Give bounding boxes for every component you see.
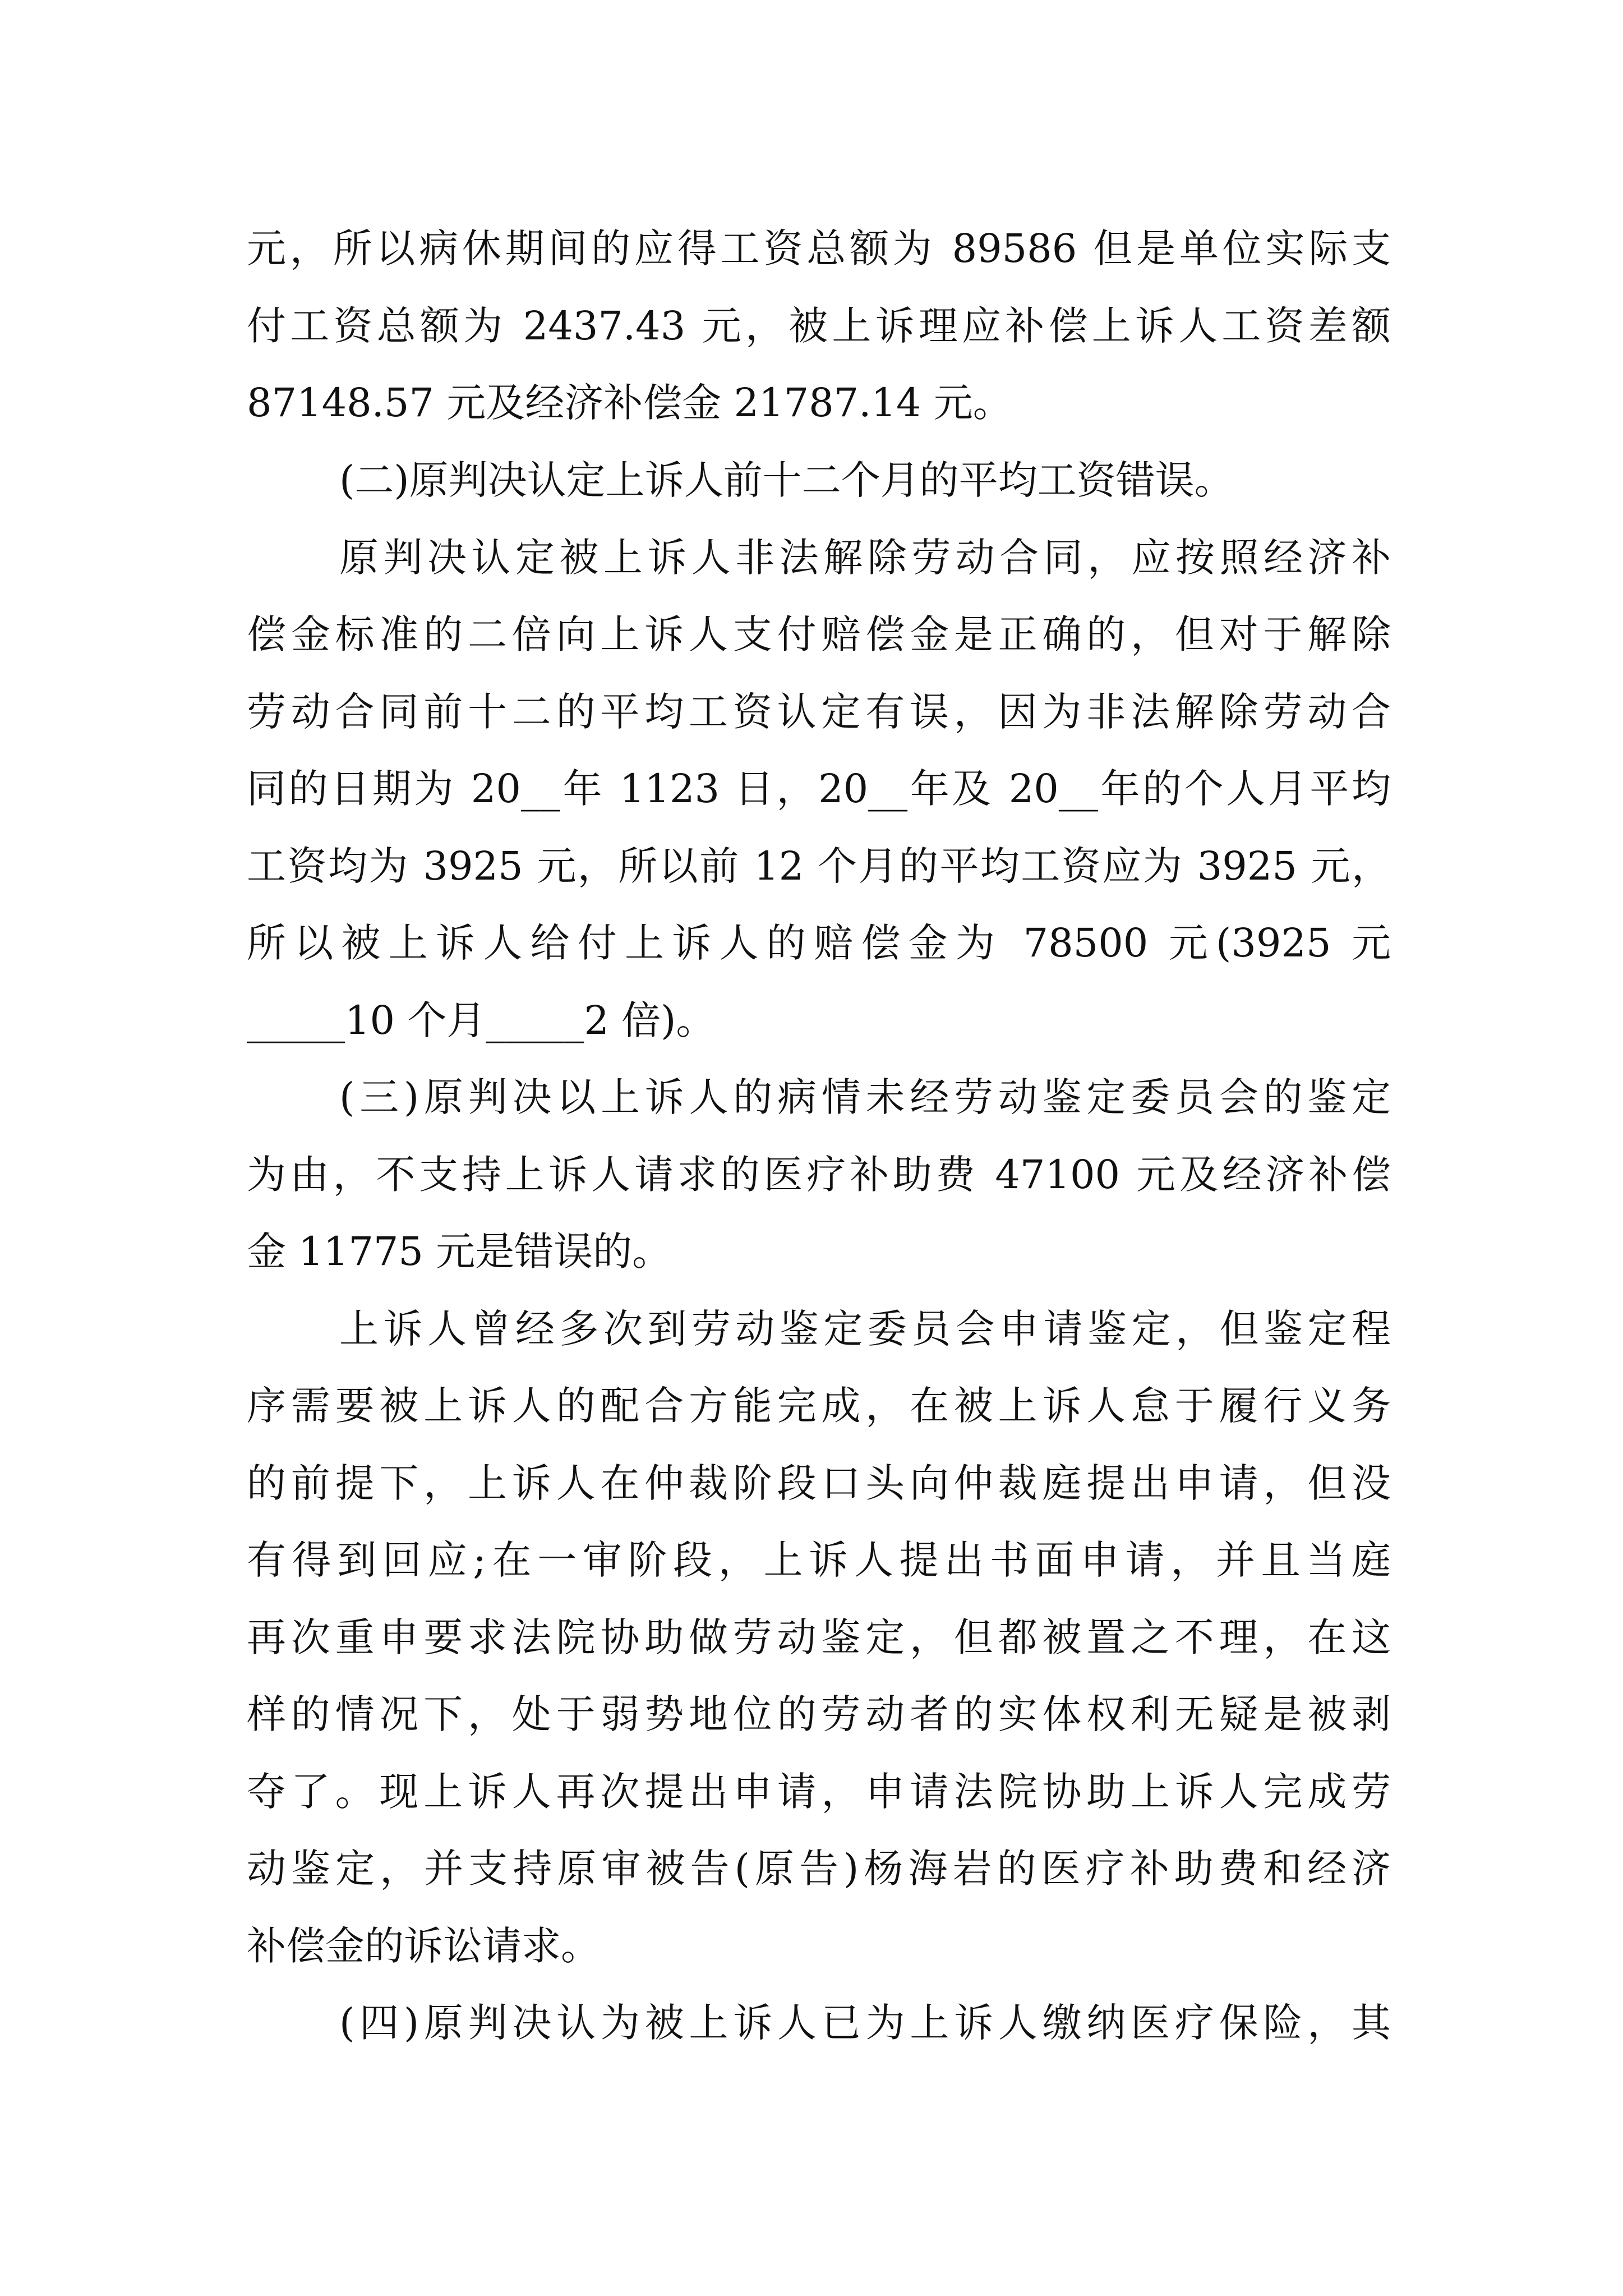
- text-line: 为由，不支持上诉人请求的医疗补助费 47100 元及经济补偿: [247, 1152, 1391, 1198]
- text-line: 上诉人曾经多次到劳动鉴定委员会申请鉴定，但鉴定程: [339, 1306, 1391, 1352]
- paragraph-heading: (三)原判决以上诉人的病情未经劳动鉴定委员会的鉴定: [339, 1074, 1391, 1120]
- text-line: 样的情况下，处于弱势地位的劳动者的实体权利无疑是被剥: [247, 1691, 1391, 1737]
- text-line: 金 11775 元是错误的。: [247, 1228, 672, 1274]
- text-line: 工资均为 3925 元，所以前 12 个月的平均工资应为 3925 元，: [247, 843, 1391, 889]
- paragraph-heading: (二)原判决认定上诉人前十二个月的平均工资错误。: [339, 457, 1234, 503]
- text-line: 元，所以病休期间的应得工资总额为 89586 但是单位实际支: [247, 226, 1391, 272]
- text-line: 补偿金的诉讼请求。: [247, 1923, 600, 1969]
- text-line: 所以被上诉人给付上诉人的赔偿金为 78500 元(3925 元: [247, 920, 1391, 966]
- text-line: 有得到回应;在一审阶段，上诉人提出书面申请，并且当庭: [247, 1537, 1391, 1583]
- text-line: 序需要被上诉人的配合方能完成，在被上诉人怠于履行义务: [247, 1383, 1391, 1429]
- text-line: 动鉴定，并支持原审被告(原告)杨海岩的医疗补助费和经济: [247, 1846, 1391, 1892]
- text-line: 原判决认定被上诉人非法解除劳动合同，应按照经济补: [339, 535, 1391, 581]
- text-line: 付工资总额为 2437.43 元，被上诉理应补偿上诉人工资差额: [247, 303, 1391, 349]
- text-line: _____10 个月_____2 倍)。: [247, 997, 716, 1043]
- text-line: 偿金标准的二倍向上诉人支付赔偿金是正确的，但对于解除: [247, 611, 1391, 657]
- paragraph-heading: (四)原判决认为被上诉人已为上诉人缴纳医疗保险，其: [339, 2000, 1391, 2046]
- text-line: 再次重申要求法院协助做劳动鉴定，但都被置之不理，在这: [247, 1614, 1391, 1660]
- text-line: 的前提下，上诉人在仲裁阶段口头向仲裁庭提出申请，但没: [247, 1460, 1391, 1506]
- text-line: 夺了。现上诉人再次提出申请，申请法院协助上诉人完成劳: [247, 1769, 1391, 1815]
- text-line: 87148.57 元及经济补偿金 21787.14 元。: [247, 380, 1012, 426]
- text-line: 同的日期为 20__年 1123 日，20__年及 20__年的个人月平均: [247, 766, 1391, 812]
- text-line: 劳动合同前十二的平均工资认定有误，因为非法解除劳动合: [247, 689, 1391, 735]
